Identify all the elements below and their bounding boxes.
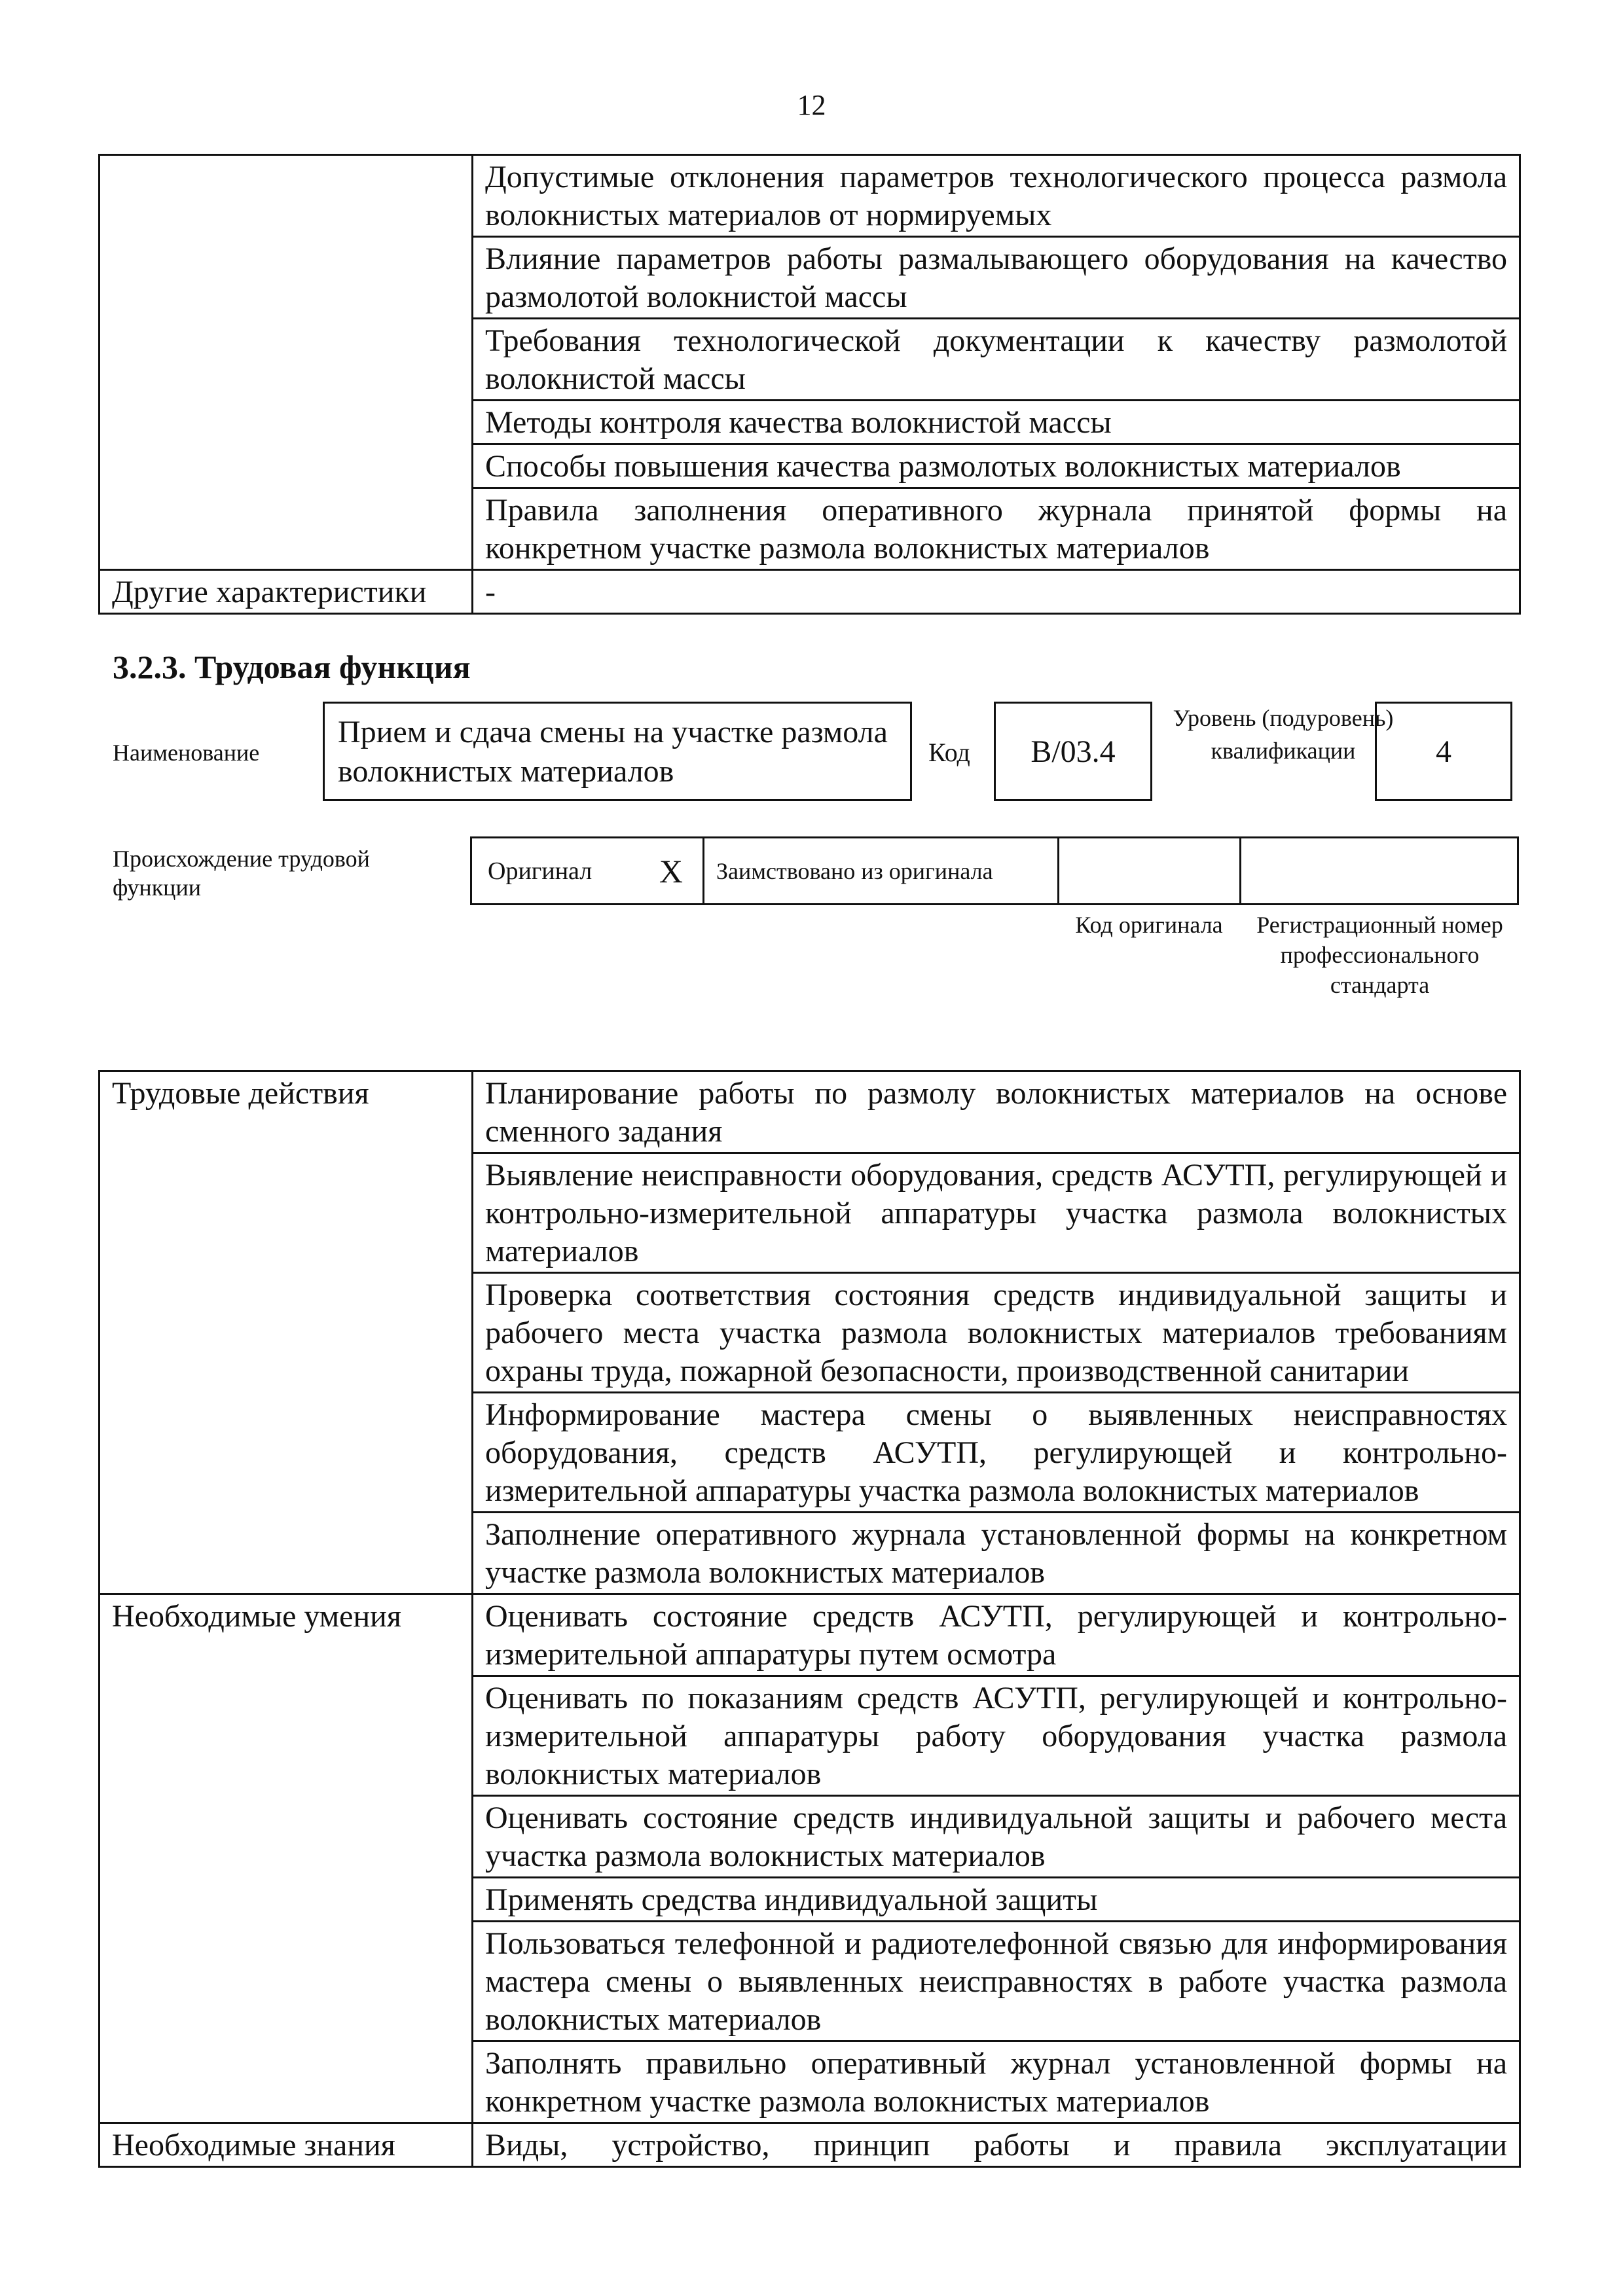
- code-label: Код: [928, 738, 970, 767]
- action-item: Информирование мастера смены о выявленных неисправностях оборудования, средств АСУТП, регулирующей и контрольно-измерительной аппаратуры участка размола волокнистых материалов: [473, 1393, 1520, 1513]
- original-code-cell: [1059, 838, 1241, 903]
- knowledge-item: Правила заполнения оперативного журнала принятой формы на конкретном участке размола волокнистых материалов: [473, 488, 1520, 570]
- knowledge-item: Способы повышения качества размолотых волокнистых материалов: [473, 444, 1520, 488]
- knowledge-item: Влияние параметров работы размалывающего оборудования на качество размолотой волокнистой массы: [473, 237, 1520, 319]
- labor-function-table: [98, 1070, 1521, 2168]
- empty-label-cell: [100, 155, 473, 570]
- original-cell: [472, 838, 704, 903]
- skill-item: Оценивать состояние средств индивидуальной защиты и рабочего места участка размола волокнистых материалов: [473, 1796, 1520, 1878]
- registration-number-cell: [1241, 838, 1517, 903]
- qualification-level-value: 4: [1436, 734, 1451, 769]
- skill-item: Оценивать состояние средств АСУТП, регулирующей и контрольно-измерительной аппаратуры путем осмотра: [473, 1594, 1520, 1676]
- knowledge-item: Методы контроля качества волокнистой массы: [473, 401, 1520, 444]
- borrowed-label: Заимствовано из оригинала: [716, 857, 993, 884]
- other-characteristics-value: -: [473, 570, 1520, 614]
- knowledge-item: Требования технологической документации к качеству размолотой волокнистой массы: [473, 319, 1520, 401]
- action-item: Выявление неисправности оборудования, средств АСУТП, регулирующей и контрольно-измерительной аппаратуры участка размола волокнистых материалов: [473, 1153, 1520, 1273]
- action-item: Заполнение оперативного журнала установленной формы на конкретном участке размола волокнистых материалов: [473, 1513, 1520, 1594]
- action-item: Планирование работы по размолу волокнистых материалов на основе сменного задания: [473, 1071, 1520, 1153]
- registration-caption: Регистрационный номер профессионального стандарта: [1256, 912, 1503, 998]
- origin-table: [470, 836, 1519, 905]
- function-name-value: Прием и сдача смены на участке размола волокнистых материалов: [338, 715, 888, 789]
- original-mark: X: [659, 852, 683, 889]
- level-label: Уровень (подуровень) квалификации: [1173, 705, 1394, 764]
- section-title: 3.2.3. Трудовая функция: [113, 649, 471, 685]
- skill-item: Оценивать по показаниям средств АСУТП, регулирующей и контрольно-измерительной аппаратуры работу оборудования участка размола волокнистых материалов: [473, 1676, 1520, 1796]
- name-label: Наименование: [113, 740, 260, 766]
- knowledge-item: Допустимые отклонения параметров технологического процесса размола волокнистых материалов от нормируемых: [473, 155, 1520, 237]
- knowledge-label: Необходимые знания: [100, 2123, 473, 2167]
- page-number: 12: [797, 89, 826, 121]
- skill-item: Заполнять правильно оперативный журнал установленной формы на конкретном участке размола волокнистых материалов: [473, 2041, 1520, 2123]
- knowledge-continuation-table: [98, 154, 1521, 615]
- other-characteristics-label: Другие характеристики: [100, 570, 473, 614]
- action-item: Проверка соответствия состояния средств индивидуальной защиты и рабочего места участка размола волокнистых материалов требованиям охраны труда, пожарной безопасности, производственной санитарии: [473, 1273, 1520, 1393]
- knowledge-item: Виды, устройство, принцип работы и правила эксплуатации: [473, 2123, 1520, 2167]
- skill-item: Пользоваться телефонной и радиотелефонной связью для информирования мастера смены о выявленных неисправностях в работе участка размола волокнистых материалов: [473, 1922, 1520, 2041]
- skills-label: Необходимые умения: [100, 1594, 473, 2123]
- function-code-value: В/03.4: [1030, 734, 1116, 769]
- skill-item: Применять средства индивидуальной защиты: [473, 1878, 1520, 1922]
- code-caption: Код оригинала: [1075, 912, 1223, 938]
- function-name-box: [323, 702, 912, 801]
- function-code-box: [994, 702, 1152, 801]
- qualification-level-box: [1375, 702, 1512, 801]
- borrowed-cell: [704, 838, 1059, 903]
- original-label: Оригинал: [488, 857, 593, 885]
- origin-label: Происхождение трудовой функции: [113, 846, 370, 901]
- actions-label: Трудовые действия: [100, 1071, 473, 1594]
